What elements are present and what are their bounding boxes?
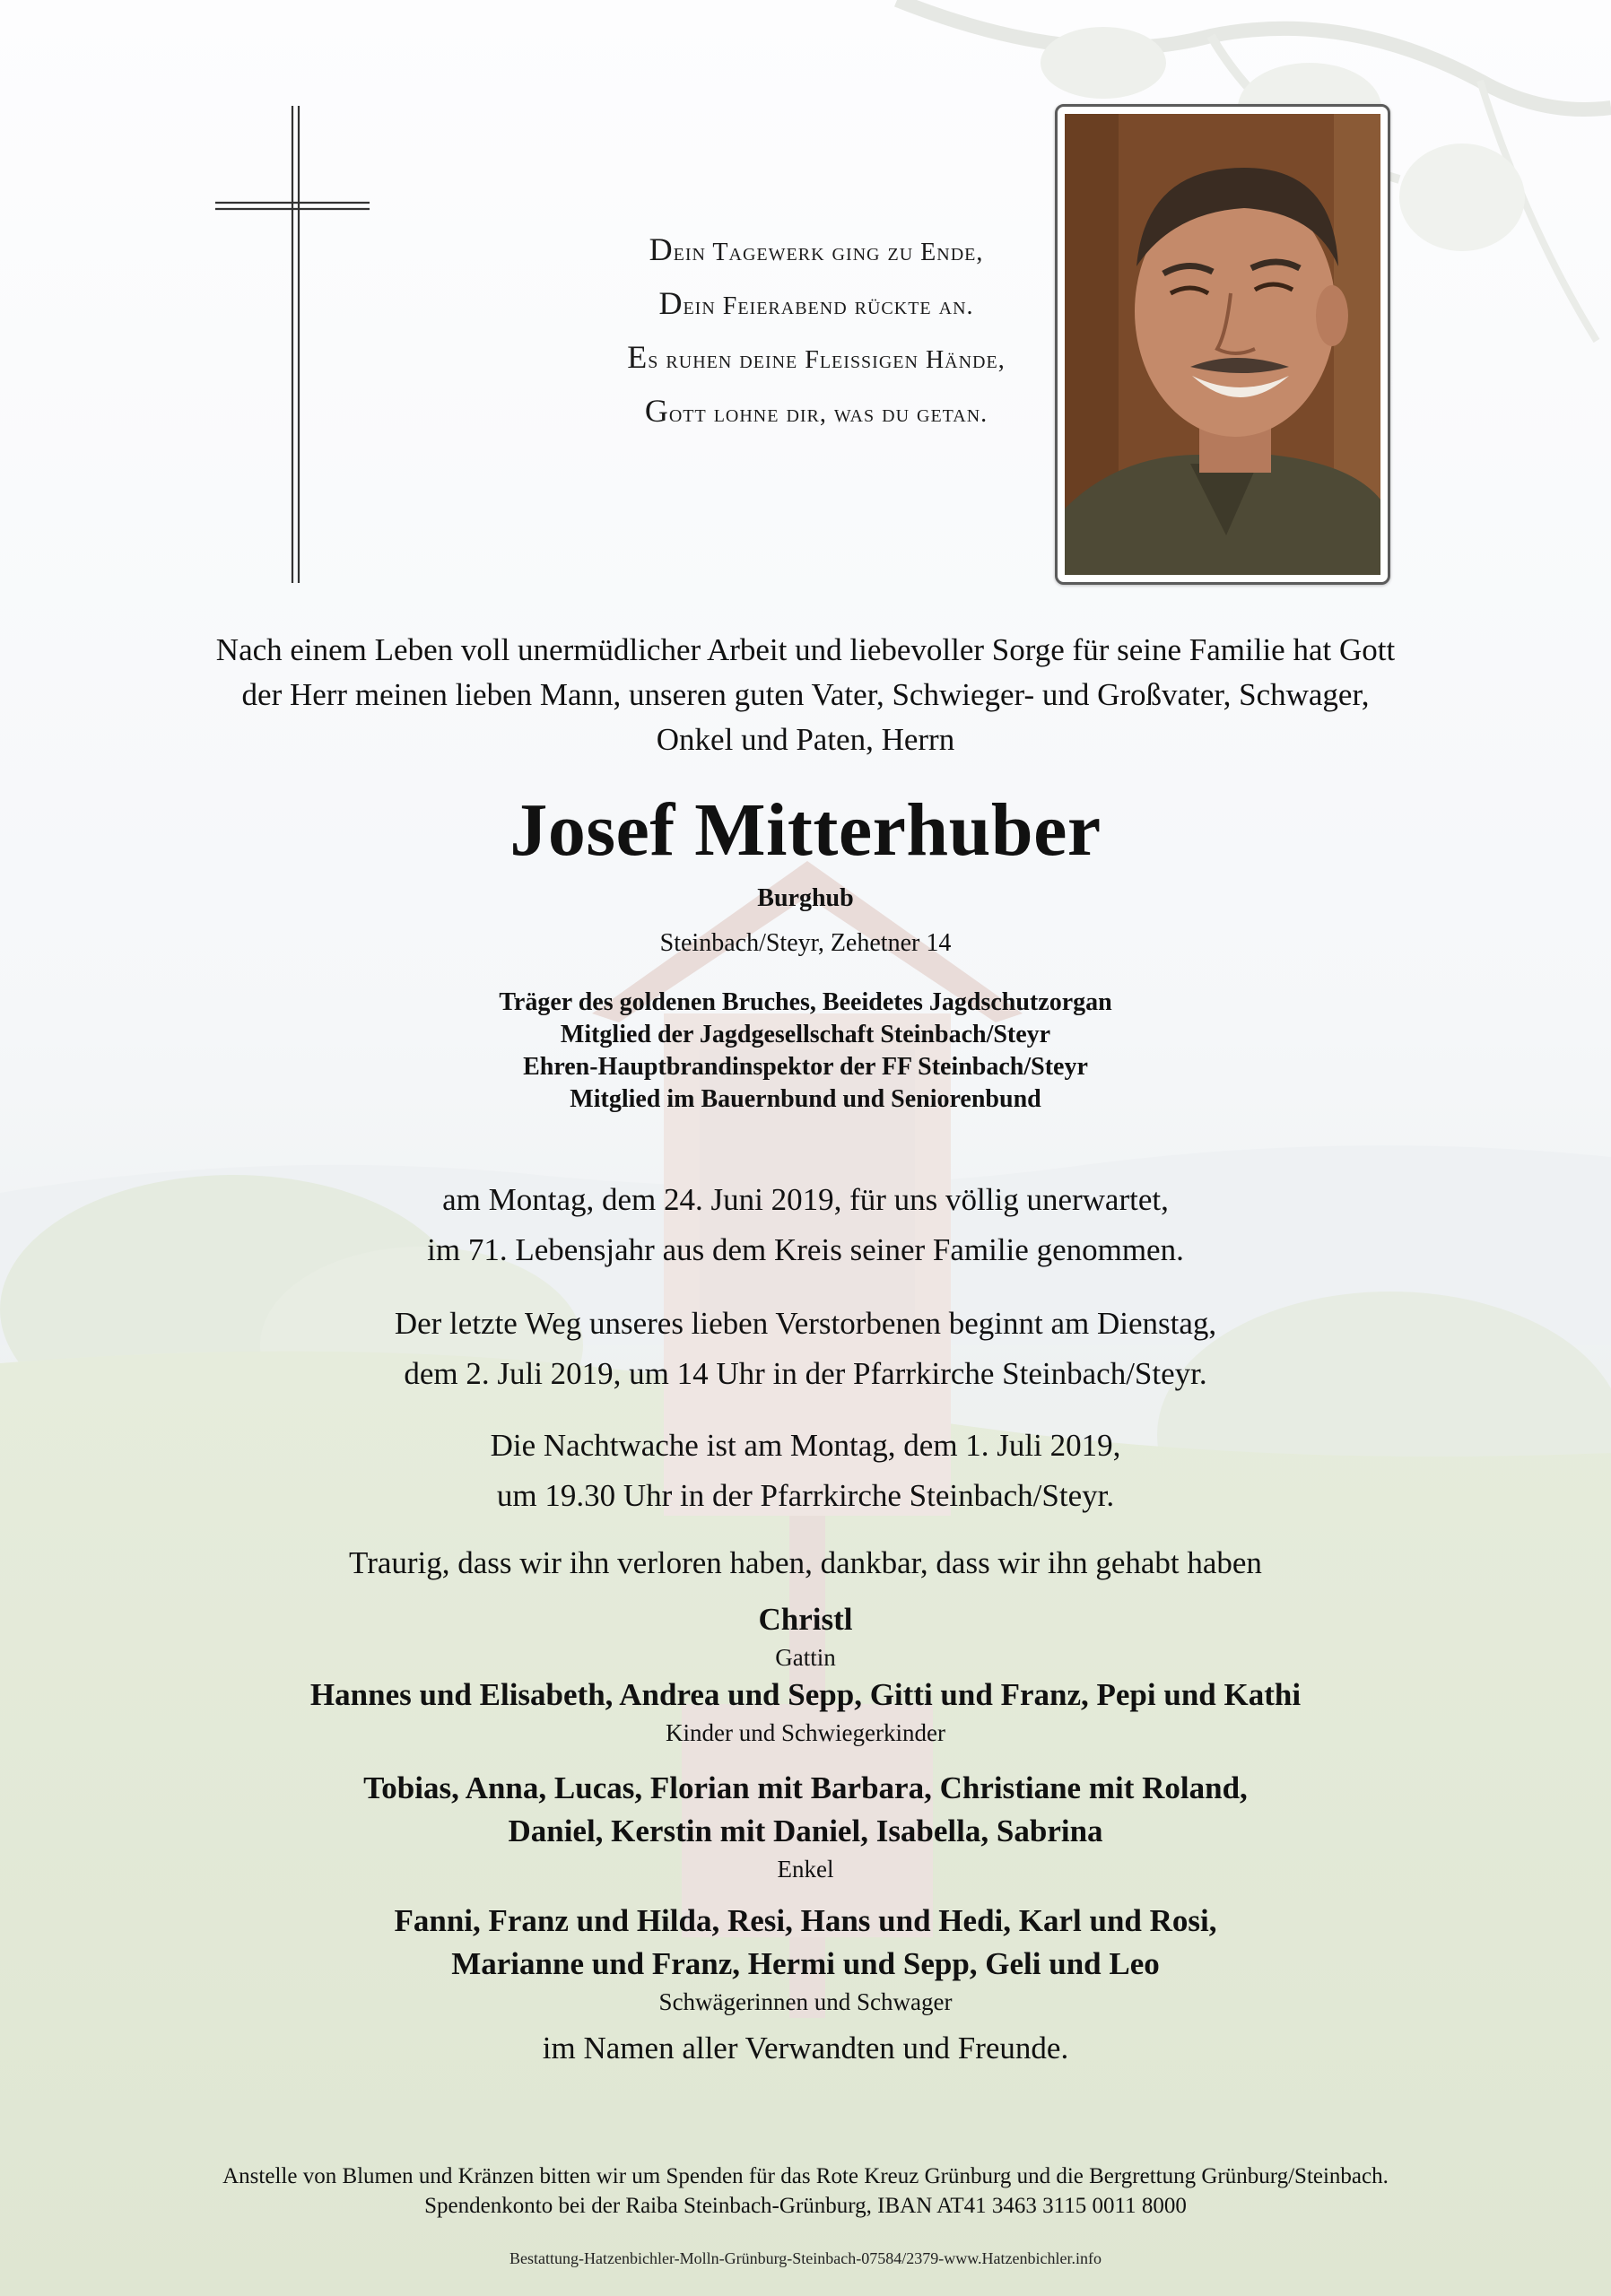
mourner-names: Hannes und Elisabeth, Andrea und Sepp, Gitti und Franz, Pepi und Kathi bbox=[309, 1677, 1302, 1712]
funeral-info bbox=[90, 1299, 1521, 1399]
title-line: Ehren-Hauptbrandinspektor der FF Steinbach/Steyr bbox=[523, 1053, 1088, 1081]
farm-name: Burghub bbox=[757, 884, 854, 912]
cross-icon bbox=[215, 106, 370, 583]
portrait-image bbox=[1065, 114, 1380, 575]
mourner-names: Tobias, Anna, Lucas, Florian mit Barbara, Christiane mit Roland, bbox=[363, 1770, 1248, 1805]
donation-line: Anstelle von Blumen und Kränzen bitten wir um Spenden für das Rote Kreuz Grünburg und die Bergrettung Grünburg/Steinbach. bbox=[222, 2164, 1389, 2188]
funeral-line: Der letzte Weg unseres lieben Verstorbenen beginnt am Dienstag, bbox=[394, 1306, 1217, 1341]
honorary-titles bbox=[90, 987, 1521, 1116]
intro-line: Nach einem Leben voll unermüdlicher Arbeit und liebevoller Sorge für seine Familie hat Gott bbox=[215, 632, 1396, 667]
title-line: Mitglied der Jagdgesellschaft Steinbach/Steyr bbox=[560, 1021, 1051, 1048]
intro-line: Onkel und Paten, Herrn bbox=[656, 722, 955, 757]
mourners-spouse bbox=[90, 1598, 1521, 1674]
mourner-role: Enkel bbox=[777, 1856, 834, 1883]
death-line: im 71. Lebensjahr aus dem Kreis seiner Familie genommen. bbox=[427, 1232, 1184, 1267]
mourner-role: Gattin bbox=[775, 1644, 836, 1671]
title-line: Träger des goldenen Bruches, Beeidetes Jagdschutzorgan bbox=[499, 988, 1112, 1016]
mourners-inlaws bbox=[90, 1900, 1521, 2018]
title-line: Mitglied im Bauernbund und Seniorenbund bbox=[570, 1085, 1041, 1113]
closing-line: im Namen aller Verwandten und Freunde. bbox=[542, 2031, 1069, 2066]
mourners-children bbox=[90, 1674, 1521, 1749]
deceased-name: Josef Mitterhuber bbox=[509, 788, 1102, 872]
poem-line: Gott lohne dir, was du getan. bbox=[644, 393, 988, 429]
mourner-role: Kinder und Schwiegerkinder bbox=[666, 1719, 945, 1746]
donation-request bbox=[45, 2161, 1566, 2221]
intro-paragraph bbox=[90, 628, 1521, 762]
mourner-names: Christl bbox=[758, 1602, 853, 1637]
poem-line: Dein Feierabend rückte an. bbox=[658, 285, 974, 321]
mourner-role: Schwägerinnen und Schwager bbox=[658, 1988, 953, 2015]
funeral-home-footer: Bestattung-Hatzenbichler-Molln-Grünburg-Steinbach-07584/2379-www.Hatzenbichler.info bbox=[509, 2249, 1102, 2267]
death-line: am Montag, dem 24. Juni 2019, für uns völlig unerwartet, bbox=[442, 1182, 1169, 1217]
funeral-line: dem 2. Juli 2019, um 14 Uhr in der Pfarrkirche Steinbach/Steyr. bbox=[404, 1356, 1207, 1391]
death-notice bbox=[90, 1175, 1521, 1275]
portrait-photo bbox=[1055, 104, 1390, 585]
mourner-names: Daniel, Kerstin mit Daniel, Isabella, Sabrina bbox=[508, 1813, 1103, 1848]
vigil-info bbox=[90, 1421, 1521, 1521]
poem-line: Dein Tagewerk ging zu Ende, bbox=[649, 231, 984, 267]
mourner-names: Marianne und Franz, Hermi und Sepp, Geli und Leo bbox=[451, 1946, 1160, 1981]
intro-line: der Herr meinen lieben Mann, unseren guten Vater, Schwieger- und Großvater, Schwager, bbox=[241, 677, 1370, 712]
vigil-line: um 19.30 Uhr in der Pfarrkirche Steinbach/Steyr. bbox=[496, 1478, 1115, 1513]
donation-line: Spendenkonto bei der Raiba Steinbach-Grünburg, IBAN AT41 3463 3115 0011 8000 bbox=[424, 2194, 1187, 2218]
mourning-line: Traurig, dass wir ihn verloren haben, dankbar, dass wir ihn gehabt haben bbox=[349, 1545, 1262, 1580]
poem-line: Es ruhen deine Fleissigen Hände, bbox=[627, 339, 1006, 375]
mourners-grandchildren bbox=[90, 1767, 1521, 1885]
vigil-line: Die Nachtwache ist am Montag, dem 1. Juli 2019, bbox=[490, 1428, 1121, 1463]
deceased-address: Steinbach/Steyr, Zehetner 14 bbox=[659, 929, 952, 957]
mourner-names: Fanni, Franz und Hilda, Resi, Hans und Hedi, Karl und Rosi, bbox=[394, 1903, 1217, 1938]
